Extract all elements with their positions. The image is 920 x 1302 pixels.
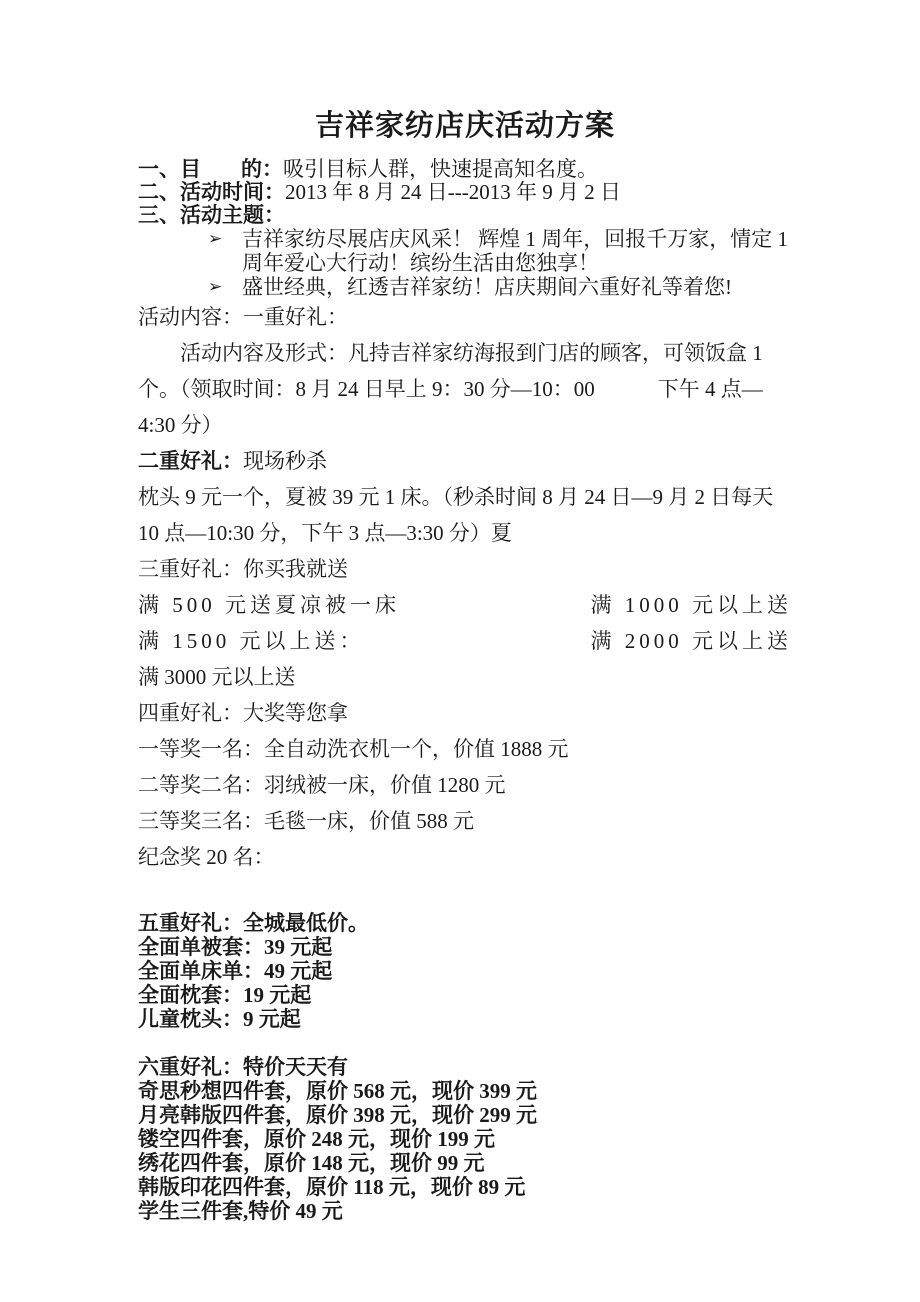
gift2-label: 二重好礼： xyxy=(138,449,243,473)
theme-bullet-2 xyxy=(138,275,792,299)
tier-right: 满 2000 元以上送 xyxy=(590,629,792,653)
theme-bullet-text: 吉祥家纺尽展店庆风采！ 辉煌 1 周年，回报千万家，情定 1 周年爱心大行动！缤纷生活由您独享！ xyxy=(242,227,788,275)
gift6-item: 韩版印花四件套，原价 118 元，现价 89 元 xyxy=(138,1175,526,1199)
gift6-item: 奇思秒想四件套，原价 568 元，现价 399 元 xyxy=(138,1079,537,1103)
gift3-heading: 三重好礼：你买我就送 xyxy=(138,557,348,581)
outline-label: 三、活动主题： xyxy=(138,203,285,227)
outline-item-time xyxy=(138,181,792,204)
gift6-item: 绣花四件套，原价 148 元，现价 99 元 xyxy=(138,1151,485,1175)
gift5-item: 全面单被套：39 元起 xyxy=(138,935,333,959)
gift4-prize-2: 二等奖二名：羽绒被一床，价值 1280 元 xyxy=(138,773,506,797)
gifts-main-section xyxy=(138,299,792,875)
gift2-heading xyxy=(138,443,792,479)
tier-left: 满 1500 元以上送： xyxy=(138,629,365,653)
theme-bullet-list xyxy=(138,227,792,299)
document-content xyxy=(138,0,792,1223)
gift1-heading: 活动内容：一重好礼： xyxy=(138,305,348,329)
page-title: 吉祥家纺店庆活动方案 xyxy=(314,110,615,142)
outline-list xyxy=(138,158,792,227)
gift5-heading: 五重好礼：全城最低价。 xyxy=(138,911,369,935)
outline-text: 吸引目标人群，快速提高知名度。 xyxy=(283,157,598,181)
gift5-item: 全面单床单：49 元起 xyxy=(138,959,333,983)
tier-right: 满 1000 元以上送 xyxy=(590,593,792,617)
outline-text: 2013 年 8 月 24 日---2013 年 9 月 2 日 xyxy=(285,180,621,204)
arrow-bullet-icon: ➢ xyxy=(208,277,223,296)
outline-label: 一、目 xyxy=(138,157,201,181)
arrow-bullet-icon: ➢ xyxy=(208,229,223,248)
gift5-section xyxy=(138,911,792,1031)
outline-label-colon: 的： xyxy=(241,157,283,181)
outline-item-purpose xyxy=(138,158,792,181)
theme-bullet-1 xyxy=(138,227,792,275)
gift2-subtitle: 现场秒杀 xyxy=(243,449,327,473)
gift3-tier-row-1 xyxy=(138,587,792,623)
theme-bullet-text: 盛世经典，红透吉祥家纺！店庆期间六重好礼等着您! xyxy=(242,275,732,299)
tier-left: 满 500 元送夏凉被一床 xyxy=(138,593,400,617)
gift6-item: 学生三件套,特价 49 元 xyxy=(138,1199,343,1223)
gift6-section xyxy=(138,1055,792,1223)
gift4-prize-3: 三等奖三名：毛毯一床，价值 588 元 xyxy=(138,809,474,833)
gift5-item: 全面枕套：19 元起 xyxy=(138,983,312,1007)
gift6-heading: 六重好礼：特价天天有 xyxy=(138,1055,348,1079)
gift4-prize-memorial: 纪念奖 20 名： xyxy=(138,845,275,869)
gift4-heading: 四重好礼：大奖等您拿 xyxy=(138,701,348,725)
outline-item-theme xyxy=(138,204,792,227)
gift2-body: 枕头 9 元一个，夏被 39 元 1 床。（秒杀时间 8 月 24 日—9 月 2 日每天 10 点—10:30 分，下午 3 点—3:30 分）夏 xyxy=(138,485,774,545)
gift5-item: 儿童枕头：9 元起 xyxy=(138,1007,301,1031)
gift4-prize-1: 一等奖一名：全自动洗衣机一个，价值 1888 元 xyxy=(138,737,569,761)
gift6-item: 镂空四件套，原价 248 元，现价 199 元 xyxy=(138,1127,495,1151)
gift1-body: 活动内容及形式：凡持吉祥家纺海报到门店的顾客，可领饭盒 1 个。（领取时间：8 月 24 日早上 9：30 分—10：00 下午 4 点—4:30 分） xyxy=(138,341,763,437)
gift3-tier-last: 满 3000 元以上送 xyxy=(138,665,296,689)
gift3-tier-row-2 xyxy=(138,623,792,659)
gift6-item: 月亮韩版四件套，原价 398 元，现价 299 元 xyxy=(138,1103,537,1127)
outline-label: 二、活动时间： xyxy=(138,180,285,204)
